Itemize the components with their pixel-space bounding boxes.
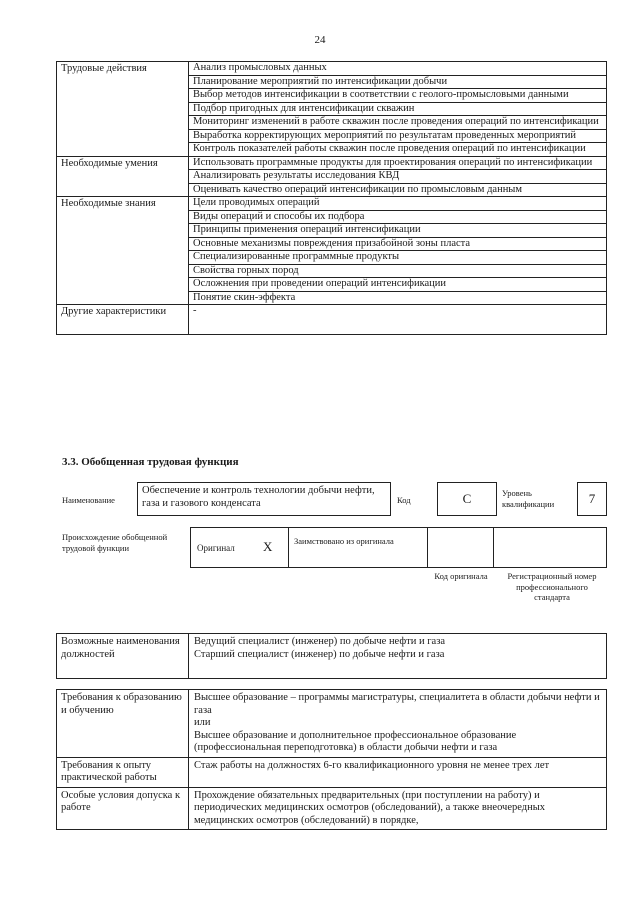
table-cell: Осложнения при проведении операций интенсификации [189, 278, 607, 292]
row-label-experience: Требования к опыту практической работы [57, 757, 189, 787]
position-line: Старший специалист (инженер) по добыче нефти и газа [194, 648, 445, 660]
labor-functions-table [56, 61, 607, 335]
row-label-required-knowledge: Необходимые знания [57, 197, 189, 305]
table-cell: Использовать программные продукты для проектирования операций по интенсификации [189, 156, 607, 170]
table-cell: Стаж работы на должностях 6-го квалификационного уровня не менее трех лет [189, 757, 607, 787]
education-line: Высшее образование – программы магистратуры, специалитета в области добычи нефти и газа [194, 692, 600, 716]
original-label: Оригинал [197, 543, 235, 553]
origin-box [190, 527, 607, 568]
table-row [57, 156, 607, 170]
table-row [57, 634, 607, 679]
table-cell: Анализировать результаты исследования КВД [189, 170, 607, 184]
table-cell: - [189, 305, 607, 335]
table-cell: Прохождение обязательных предварительных (при поступлении на работу) и периодических медицинских осмотров (обследований), а также внеочередных медицинских осмотров (обследований) в порядке, [189, 787, 607, 830]
code-label: Код [397, 495, 411, 505]
row-label-admission: Особые условия допуска к работе [57, 787, 189, 830]
education-line: Высшее образование и дополнительное профессиональное образование (профессиональная переподготовка) в области добычи нефти и газа [194, 729, 517, 753]
row-label-labor-actions: Трудовые действия [57, 62, 189, 157]
divider [288, 527, 289, 568]
level-label: Уровень квалификации [502, 488, 555, 509]
table-cell: Основные механизмы повреждения призабойной зоны пласта [189, 237, 607, 251]
table-row [57, 757, 607, 787]
table-cell [189, 690, 607, 758]
possible-positions-table [56, 633, 607, 679]
name-value-box [137, 482, 391, 516]
table-cell: Принципы применения операций интенсификации [189, 224, 607, 238]
table-row [57, 305, 607, 335]
row-label-education: Требования к образованию и обучению [57, 690, 189, 758]
table-cell: Оценивать качество операций интенсификации по промысловым данным [189, 183, 607, 197]
name-value: Обеспечение и контроль технологии добычи нефти, газа и газового конденсата [142, 485, 375, 509]
education-line: или [194, 717, 211, 728]
divider [493, 527, 494, 568]
requirements-table [56, 689, 607, 830]
row-label-other-characteristics: Другие характеристики [57, 305, 189, 335]
borrowed-label: Заимствовано из оригинала [294, 536, 394, 546]
table-cell: Планирование мероприятий по интенсификации добычи [189, 75, 607, 89]
table-cell: Понятие скин-эффекта [189, 291, 607, 305]
table-cell: Подбор пригодных для интенсификации скважин [189, 102, 607, 116]
section-title: 3.3. Обобщенная трудовая функция [62, 456, 239, 468]
code-original-caption: Код оригинала [434, 571, 488, 581]
table-cell: Свойства горных пород [189, 264, 607, 278]
page-number: 24 [314, 34, 326, 46]
origin-label: Происхождение обобщенной трудовой функции [62, 532, 168, 553]
name-label: Наименование [62, 495, 115, 505]
code-value: C [437, 482, 497, 516]
table-cell: Выбор методов интенсификации в соответствии с геолого-промысловыми данными [189, 89, 607, 103]
table-cell: Специализированные программные продукты [189, 251, 607, 265]
table-cell: Мониторинг изменений в работе скважин после проведения операций по интенсификации [189, 116, 607, 130]
reg-number-caption: Регистрационный номер профессионального стандарта [507, 571, 597, 602]
divider [427, 527, 428, 568]
table-cell: Цели проводимых операций [189, 197, 607, 211]
table-row [57, 197, 607, 211]
original-mark: X [263, 539, 273, 554]
row-label-positions: Возможные наименования должностей [57, 634, 189, 679]
level-value: 7 [577, 482, 607, 516]
row-label-required-skills: Необходимые умения [57, 156, 189, 197]
table-row [57, 62, 607, 76]
table-row [57, 787, 607, 830]
position-line: Ведущий специалист (инженер) по добыче нефти и газа [194, 636, 446, 647]
table-row [57, 690, 607, 758]
table-cell [189, 634, 607, 679]
table-cell: Виды операций и способы их подбора [189, 210, 607, 224]
table-cell: Анализ промысловых данных [189, 62, 607, 76]
table-cell: Выработка корректирующих мероприятий по результатам проведенных мероприятий [189, 129, 607, 143]
table-cell: Контроль показателей работы скважин после проведения операций по интенсификации [189, 143, 607, 157]
